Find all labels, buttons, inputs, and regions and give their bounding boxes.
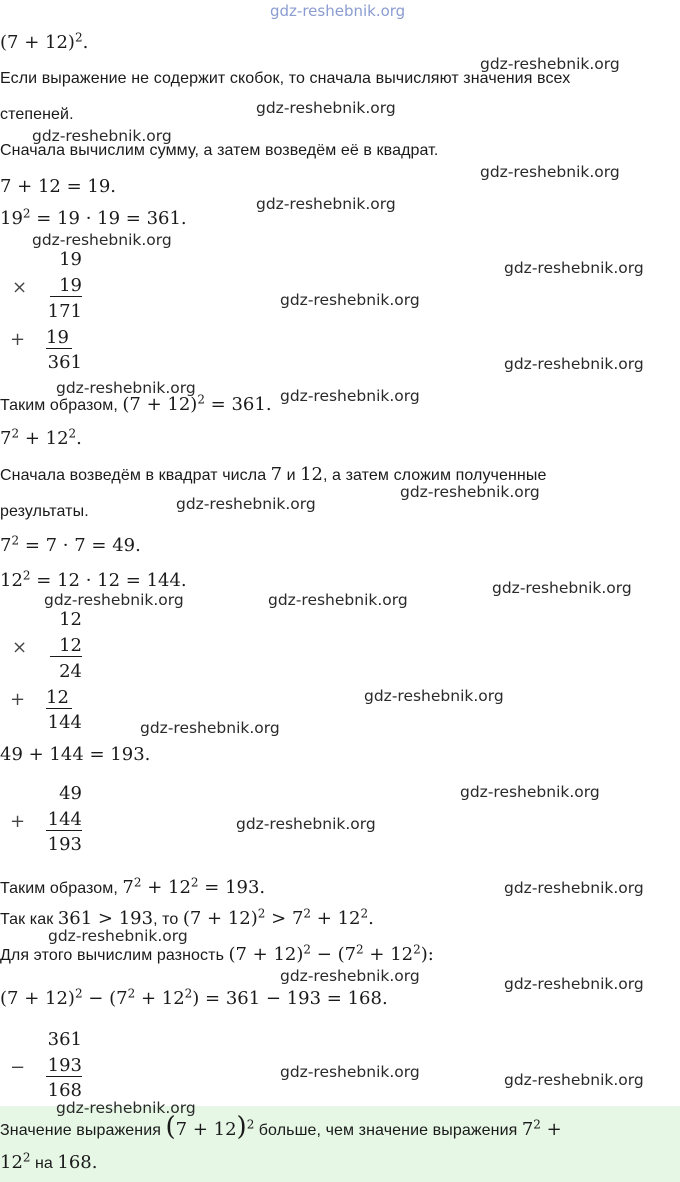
watermark: gdz-reshebnik.org	[32, 127, 172, 145]
part2-plan-b: , а затем сложим полученные	[322, 467, 547, 484]
answer-line-1	[0, 1112, 562, 1142]
part1-expression: $(7 + 12)^2$.	[0, 30, 89, 53]
watermark: gdz-reshebnik.org	[364, 687, 504, 705]
part2-step2: $12^2 = 12 \cdot 12 = 144$.	[0, 568, 187, 591]
part2-plan-line-1	[0, 464, 546, 485]
watermark: gdz-reshebnik.org	[504, 1071, 644, 1089]
col-mult2-p1: 24	[59, 661, 82, 682]
watermark: gdz-reshebnik.org	[460, 783, 600, 801]
compare-line	[0, 908, 374, 929]
answer-text-a: Значение выражения	[0, 1122, 162, 1139]
col-mult2-p2: 12	[46, 687, 72, 709]
watermark: gdz-reshebnik.org	[256, 195, 396, 213]
watermark: gdz-reshebnik.org	[268, 591, 408, 609]
col-mult1-a: 19	[59, 249, 82, 270]
part2-step1: $7^2 = 7 \cdot 7 = 49$.	[0, 533, 141, 556]
col-mult2-b: 12	[50, 635, 82, 657]
watermark: gdz-reshebnik.org	[400, 483, 540, 501]
part1-step2: $19^2 = 19 \cdot 19 = 361$.	[0, 206, 187, 229]
part2-plan-a: Сначала возведём в квадрат числа	[0, 467, 267, 484]
compare-math-b: $(7 + 12)^2 > 7^2 + 12^2$.	[182, 906, 374, 929]
col-mult1-op-add: +	[10, 329, 26, 350]
diff-calc: $(7 + 12)^2 - (7^2 + 12^2) = 361 - 193 = 168$.	[0, 986, 388, 1009]
col-mult1-p2: 19	[46, 327, 72, 349]
watermark: gdz-reshebnik.org	[256, 99, 396, 117]
col-sub-a: 361	[47, 1029, 82, 1050]
col-mult1-op-mul: ×	[12, 277, 28, 298]
watermark: gdz-reshebnik.org	[504, 355, 644, 373]
col-mult2-op-add: +	[10, 689, 26, 710]
watermark-top: gdz-reshebnik.org	[270, 2, 406, 20]
col-sub-op: −	[10, 1057, 26, 1078]
answer-math-3: $12^2$	[0, 1150, 31, 1173]
watermark: gdz-reshebnik.org	[280, 387, 420, 405]
watermark: gdz-reshebnik.org	[480, 55, 620, 73]
col-sub-res: 168	[47, 1080, 82, 1101]
part1-step1: 7 + 12 = 19.	[0, 176, 117, 197]
col-add-a: 49	[59, 783, 82, 804]
compare-math-a: 361 > 193	[57, 908, 154, 929]
part2-sum: 49 + 144 = 193.	[0, 744, 151, 765]
col-mult1-p1: 171	[47, 301, 82, 322]
watermark: gdz-reshebnik.org	[280, 1063, 420, 1081]
compare-label-b: , то	[153, 911, 179, 928]
watermark: gdz-reshebnik.org	[56, 379, 196, 397]
watermark: gdz-reshebnik.org	[280, 967, 420, 985]
watermark: gdz-reshebnik.org	[480, 163, 620, 181]
answer-math-2: $7^2$ +	[521, 1117, 562, 1140]
answer-math-1: $(7 + 12)^2$	[165, 1112, 255, 1142]
part2-plan-line-2: результаты.	[0, 503, 89, 520]
watermark: gdz-reshebnik.org	[504, 879, 644, 897]
watermark: gdz-reshebnik.org	[32, 231, 172, 249]
part2-plan-n1: 7	[270, 464, 283, 485]
watermark: gdz-reshebnik.org	[280, 291, 420, 309]
col-mult2-res: 144	[47, 712, 82, 733]
watermark: gdz-reshebnik.org	[492, 579, 632, 597]
answer-line-2	[0, 1152, 97, 1173]
watermark: gdz-reshebnik.org	[44, 591, 184, 609]
diff-line	[0, 944, 434, 965]
watermark: gdz-reshebnik.org	[56, 1099, 196, 1117]
watermark: gdz-reshebnik.org	[504, 259, 644, 277]
part2-plan-and: и	[286, 467, 296, 484]
watermark: gdz-reshebnik.org	[504, 975, 644, 993]
answer-number: 168.	[57, 1152, 98, 1173]
col-mult1-res: 361	[47, 352, 82, 373]
part2-conclusion	[0, 877, 265, 898]
col-add-b: 144	[47, 809, 82, 830]
diff-math: $(7 + 12)^2 - (7^2 + 12^2)$:	[228, 942, 434, 965]
diff-label: Для этого вычислим разность	[0, 947, 225, 964]
watermark: gdz-reshebnik.org	[236, 815, 376, 833]
part1-conclusion-label: Таким образом,	[0, 397, 118, 414]
part1-conclusion-math: $(7 + 12)^2 = 361$.	[122, 392, 272, 415]
answer-text-b: больше, чем значение выражения	[258, 1122, 518, 1139]
rule-line-1: Если выражение не содержит скобок, то сначала вычисляют значения всех	[0, 70, 571, 87]
part1-plan: Сначала вычислим сумму, а затем возведём её в квадрат.	[0, 142, 439, 159]
part2-conclusion-label: Таким образом,	[0, 880, 118, 897]
part2-expression: $7^2 + 12^2$.	[0, 426, 82, 449]
col-mult2-op-mul: ×	[12, 637, 28, 658]
rule-line-2: степеней.	[0, 106, 74, 123]
watermark: gdz-reshebnik.org	[140, 719, 280, 737]
col-mult2-a: 12	[59, 609, 82, 630]
watermark: gdz-reshebnik.org	[48, 927, 188, 945]
watermark: gdz-reshebnik.org	[176, 495, 316, 513]
part2-conclusion-math: $7^2 + 12^2 = 193$.	[122, 875, 266, 898]
col-add-op: +	[10, 811, 26, 832]
part2-plan-n2: 12	[300, 464, 323, 485]
compare-label-a: Так как	[0, 911, 54, 928]
col-add-res: 193	[47, 834, 82, 855]
col-sub-b: 193	[47, 1055, 82, 1076]
col-mult1-b: 19	[50, 275, 82, 297]
part1-conclusion	[0, 394, 272, 415]
answer-text-c: на	[35, 1155, 53, 1172]
